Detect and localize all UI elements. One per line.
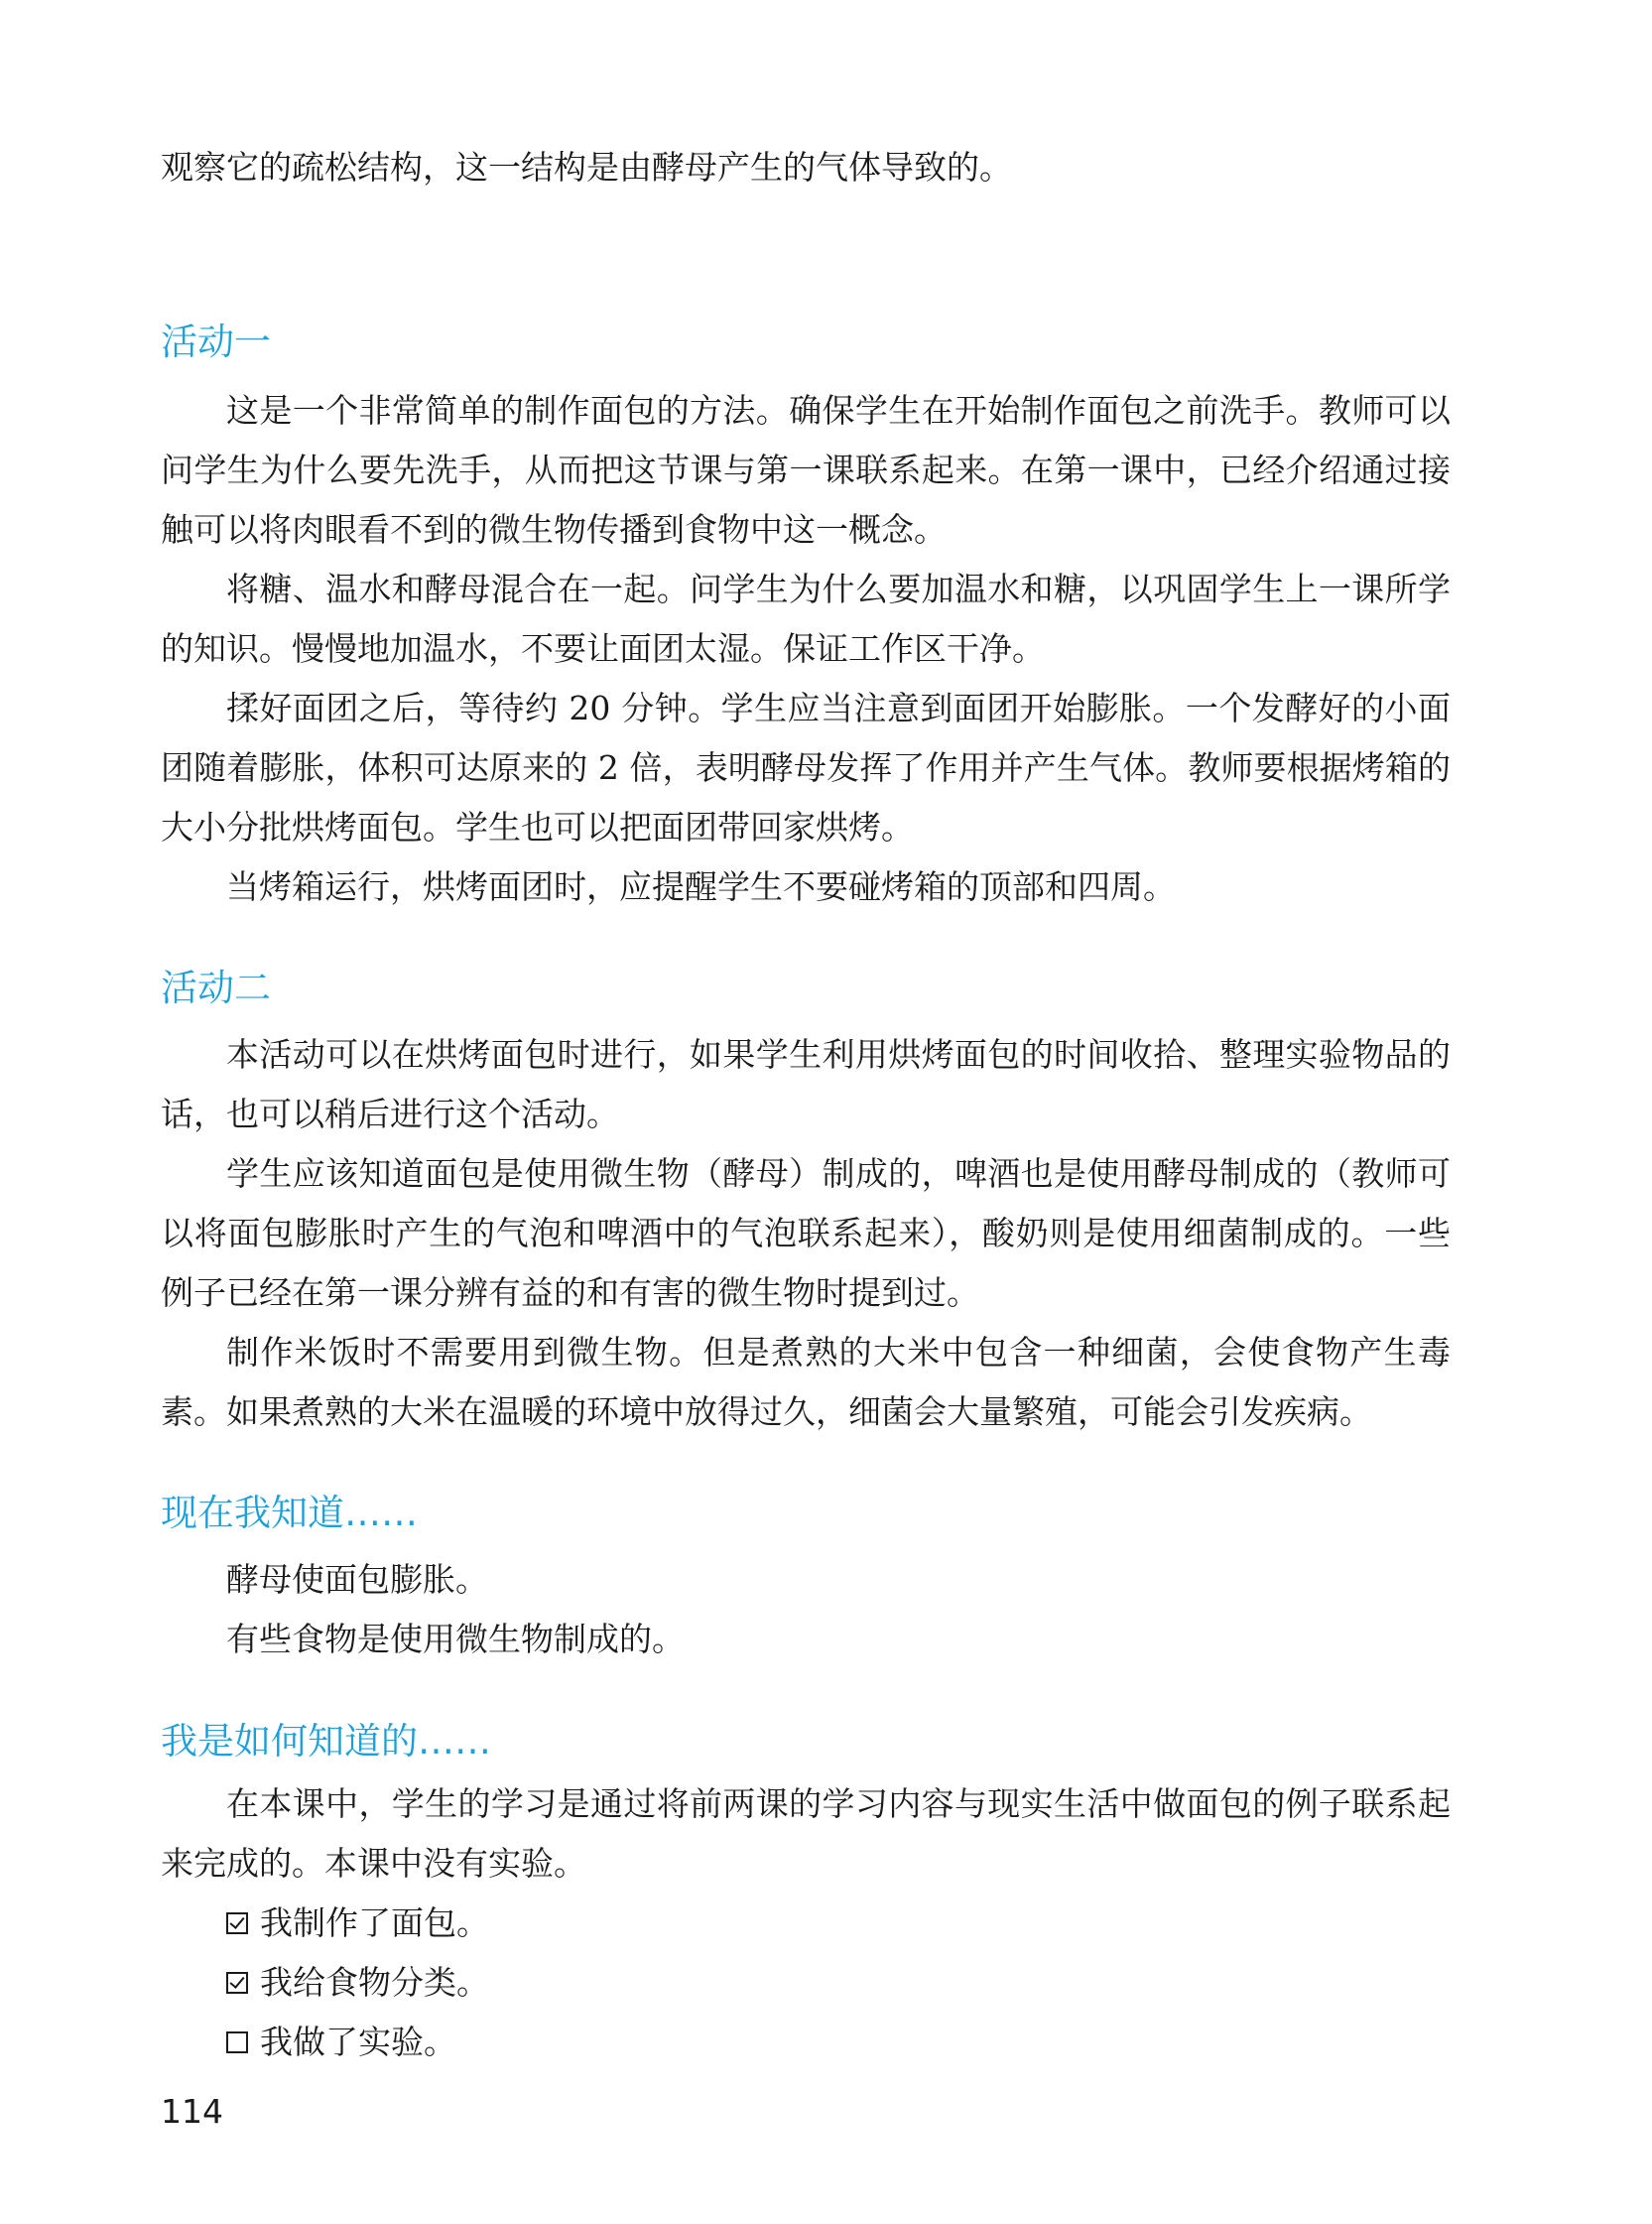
page-number: 114 bbox=[161, 2092, 223, 2131]
now-i-know-list bbox=[161, 1550, 1451, 1669]
list-item: 有些食物是使用微生物制成的。 bbox=[226, 1620, 685, 1658]
checklist-item bbox=[161, 1894, 1451, 1953]
how-i-know-body bbox=[161, 1774, 1451, 2072]
checklist-label: 我做了实验。 bbox=[260, 2023, 456, 2061]
list-item: 酵母使面包膨胀。 bbox=[226, 1560, 488, 1599]
checkbox-checked-icon bbox=[226, 1912, 248, 1934]
activity1-paragraph: 这是一个非常简单的制作面包的方法。确保学生在开始制作面包之前洗手。教师可以问学生为什么要先洗手，从而把这节课与第一课联系起来。在第一课中，已经介绍通过接触可以将肉眼看不到的微生物传播到食物中这一概念。 bbox=[161, 391, 1451, 549]
activity1-paragraph: 将糖、温水和酵母混合在一起。问学生为什么要加温水和糖，以巩固学生上一课所学的知识。慢慢地加温水，不要让面团太湿。保证工作区干净。 bbox=[161, 570, 1451, 668]
how-i-know-heading: 我是如何知道的…… bbox=[161, 1720, 491, 1763]
checkbox-empty-icon bbox=[226, 2031, 248, 2053]
checklist-item bbox=[161, 1953, 1451, 2013]
activity2-paragraph: 制作米饭时不需要用到微生物。但是煮熟的大米中包含一种细菌，会使食物产生毒素。如果煮熟的大米在温暖的环境中放得过久，细菌会大量繁殖，可能会引发疾病。 bbox=[161, 1333, 1451, 1431]
activity1-heading: 活动一 bbox=[161, 321, 271, 363]
activity2-body bbox=[161, 1025, 1451, 1442]
activity1-body bbox=[161, 381, 1451, 917]
checklist-label: 我给食物分类。 bbox=[260, 1963, 489, 2002]
now-i-know-heading: 现在我知道…… bbox=[161, 1492, 418, 1534]
activity2-heading: 活动二 bbox=[161, 967, 271, 1009]
checklist-item bbox=[161, 2013, 1451, 2072]
activity1-paragraph: 揉好面团之后，等待约 20 分钟。学生应当注意到面团开始膨胀。一个发酵好的小面团随着膨胀，体积可达原来的 2 倍，表明酵母发挥了作用并产生气体。教师要根据烤箱的大小分批烘烤面包。学生也可以把面团带回家烘烤。 bbox=[161, 689, 1451, 847]
checklist-label: 我制作了面包。 bbox=[260, 1903, 489, 1942]
intro-line: 观察它的疏松结构，这一结构是由酵母产生的气体导致的。 bbox=[161, 148, 1012, 187]
activity1-paragraph: 当烤箱运行，烘烤面团时，应提醒学生不要碰烤箱的顶部和四周。 bbox=[226, 867, 1176, 906]
how-i-know-paragraph: 在本课中，学生的学习是通过将前两课的学习内容与现实生活中做面包的例子联系起来完成的。本课中没有实验。 bbox=[161, 1784, 1451, 1883]
document-page bbox=[161, 0, 1451, 2224]
checkbox-checked-icon bbox=[226, 1972, 248, 1994]
activity2-paragraph: 本活动可以在烘烤面包时进行，如果学生利用烘烤面包的时间收拾、整理实验物品的话，也可以稍后进行这个活动。 bbox=[161, 1035, 1451, 1133]
activity2-paragraph: 学生应该知道面包是使用微生物（酵母）制成的，啤酒也是使用酵母制成的（教师可以将面包膨胀时产生的气泡和啤酒中的气泡联系起来），酸奶则是使用细菌制成的。一些例子已经在第一课分辨有益的和有害的微生物时提到过。 bbox=[161, 1154, 1451, 1312]
